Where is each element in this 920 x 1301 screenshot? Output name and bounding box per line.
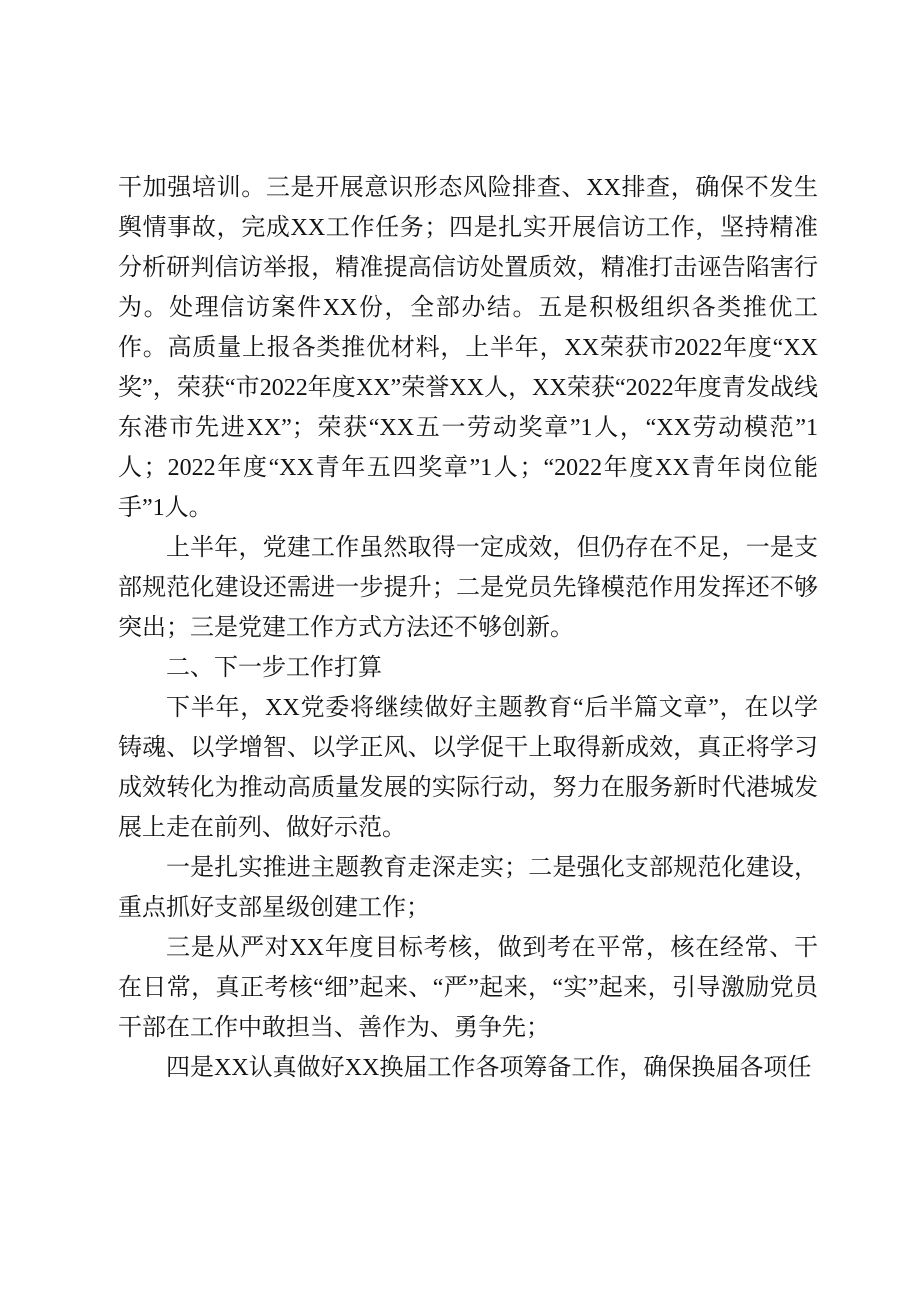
- paragraph-task-three: 三是从严对XX年度目标考核，做到考在平常，核在经常、干在日常，真正考核“细”起来、“严”起来，“实”起来，引导激励党员干部在工作中敢担当、善作为、勇争先；: [118, 935, 818, 1041]
- paragraph-continuation: 干加强培训。三是开展意识形态风险排查、XX排查，确保不发生舆情事故，完成XX工作任务；四是扎实开展信访工作，坚持精准分析研判信访举报，精准提高信访处置质效，精准打击诬告陷害行为。处理信访案件XX份，全部办结。五是积极组织各类推优工作。高质量上报各类推优材料，上半年，XX荣获市2022年度“XX奖”，荣获“市2022年度XX”荣誉XX人，XX荣获“2022年度青发战线东港市先进XX”；荣获“XX五一劳动奖章”1人，“XX劳动模范”1人；2022年度“XX青年五四奖章”1人；“2022年度XX青年岗位能手”1人。: [118, 175, 818, 521]
- paragraph-task-one-two: 一是扎实推进主题教育走深走实；二是强化支部规范化建设，重点抓好支部星级创建工作；: [118, 855, 818, 921]
- paragraph-task-four: 四是XX认真做好XX换届工作各项筹备工作，确保换届各项任: [166, 1055, 812, 1081]
- section-heading: 二、下一步工作打算: [166, 655, 382, 681]
- document-body: [118, 168, 818, 1088]
- paragraph-shortcomings: 上半年，党建工作虽然取得一定成效，但仍存在不足，一是支部规范化建设还需进一步提升；二是党员先锋模范作用发挥还不够突出；三是党建工作方式方法还不够创新。: [118, 535, 818, 641]
- paragraph-next-half: 下半年，XX党委将继续做好主题教育“后半篇文章”，在以学铸魂、以学增智、以学正风、以学促干上取得新成效，真正将学习成效转化为推动高质量发展的实际行动，努力在服务新时代港城发展上走在前列、做好示范。: [118, 695, 818, 841]
